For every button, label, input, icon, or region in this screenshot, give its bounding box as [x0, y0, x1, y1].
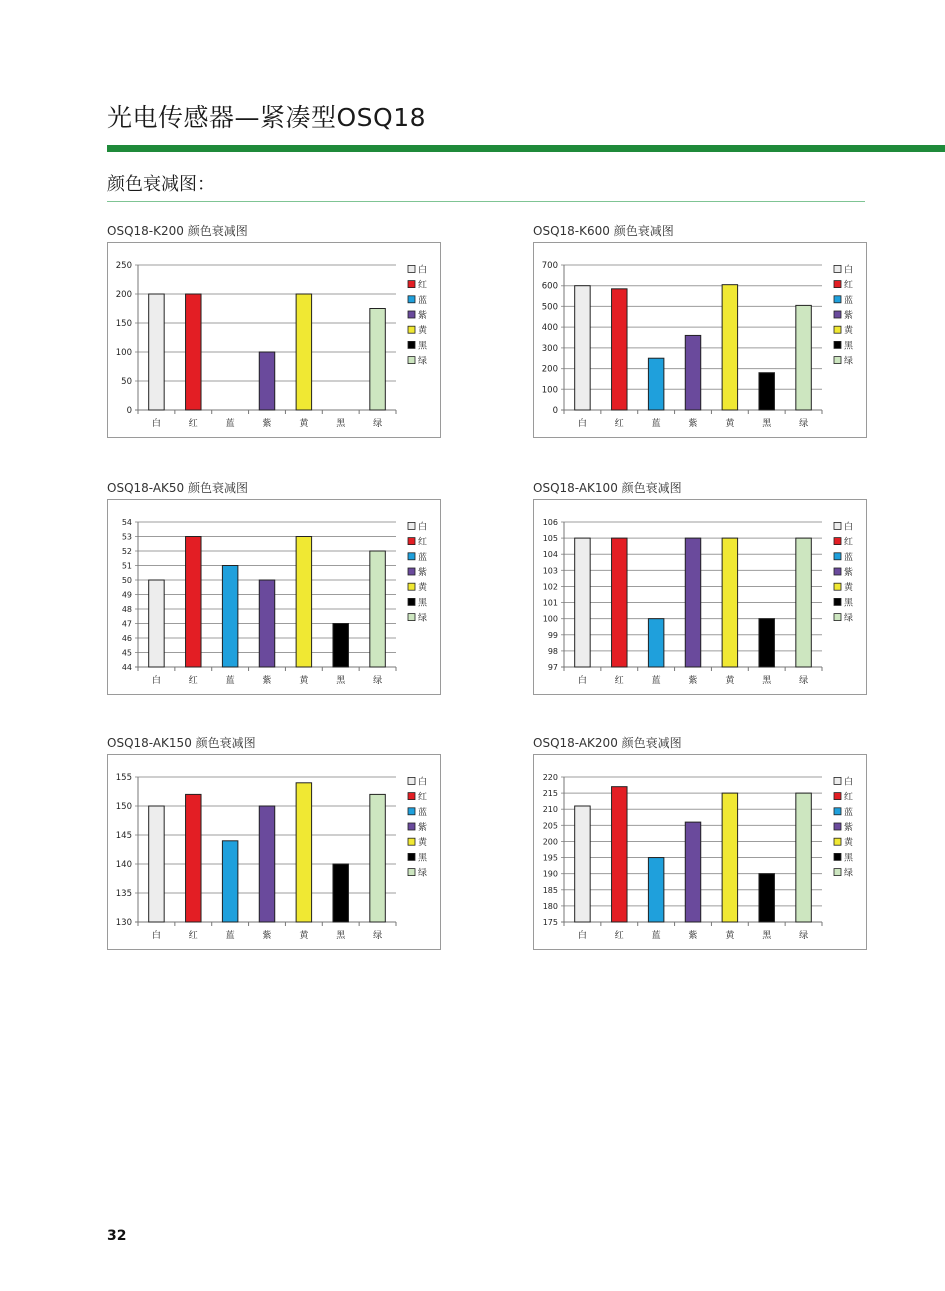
- chart-osq18-k200: [107, 222, 441, 438]
- y-tick-label: 99: [547, 630, 558, 640]
- legend-label: 绿: [418, 356, 428, 367]
- legend-label: 黄: [844, 583, 854, 594]
- bar: [759, 619, 774, 667]
- x-tick-label: 蓝: [225, 931, 235, 941]
- legend-label: 蓝: [844, 295, 854, 306]
- x-tick-label: 黑: [762, 419, 772, 429]
- x-tick-label: 蓝: [225, 419, 235, 429]
- x-tick-label: 白: [577, 931, 587, 941]
- y-tick-label: 100: [542, 614, 558, 624]
- legend-label: 蓝: [844, 807, 854, 818]
- y-tick-label: 180: [542, 901, 558, 911]
- bar: [259, 580, 274, 667]
- y-tick-label: 97: [547, 663, 558, 672]
- chart-title: OSQ18-AK200 颜色衰减图: [533, 736, 682, 750]
- chart-title: OSQ18-K200 颜色衰减图: [107, 224, 248, 238]
- x-tick-label: 白: [151, 931, 161, 941]
- y-tick-label: 106: [542, 518, 558, 527]
- y-tick-label: 49: [121, 590, 132, 600]
- y-tick-label: 50: [121, 576, 132, 585]
- y-tick-label: 210: [542, 805, 558, 815]
- y-tick-label: 175: [542, 918, 558, 927]
- x-tick-label: 绿: [373, 931, 383, 941]
- bar: [186, 294, 201, 410]
- y-tick-label: 195: [542, 853, 558, 863]
- legend-label: 黑: [418, 341, 428, 352]
- y-tick-label: 185: [542, 885, 558, 895]
- legend-swatch: [834, 568, 841, 575]
- legend-swatch: [834, 553, 841, 560]
- y-tick-label: 51: [121, 561, 132, 571]
- legend-swatch: [408, 538, 415, 545]
- x-tick-label: 蓝: [651, 419, 661, 429]
- legend-swatch: [408, 598, 415, 605]
- bar: [370, 794, 385, 922]
- x-tick-label: 蓝: [225, 676, 235, 686]
- legend-swatch: [834, 853, 841, 860]
- bar: [612, 787, 627, 922]
- x-tick-label: 紫: [688, 419, 698, 429]
- y-tick-label: 150: [115, 802, 132, 812]
- chart-svg: [108, 755, 440, 949]
- legend-label: 黄: [844, 838, 854, 849]
- legend-swatch: [834, 522, 841, 529]
- x-tick-label: 红: [614, 419, 624, 429]
- bar: [722, 285, 737, 410]
- bar: [296, 537, 311, 668]
- y-tick-label: 102: [542, 582, 558, 592]
- chart-frame: [533, 754, 867, 950]
- legend-label: 黄: [418, 583, 428, 594]
- legend-swatch: [834, 614, 841, 621]
- y-tick-label: 600: [541, 281, 558, 292]
- legend-label: 绿: [418, 868, 428, 879]
- section-title: 颜色衰减图：: [107, 174, 215, 195]
- legend-label: 白: [844, 777, 854, 788]
- bar: [370, 551, 385, 667]
- x-tick-label: 紫: [262, 676, 272, 686]
- x-tick-label: 绿: [799, 676, 809, 686]
- x-tick-label: 黄: [299, 419, 309, 429]
- chart-title: OSQ18-K600 颜色衰减图: [533, 224, 674, 238]
- y-tick-label: 101: [542, 598, 558, 608]
- legend-swatch: [408, 568, 415, 575]
- page-number: 32: [107, 1228, 127, 1244]
- y-tick-label: 54: [121, 518, 132, 527]
- legend-label: 红: [418, 280, 428, 291]
- legend-label: 绿: [418, 613, 428, 624]
- x-tick-label: 黄: [299, 931, 309, 941]
- x-tick-label: 黄: [725, 419, 735, 429]
- legend-swatch: [408, 357, 415, 364]
- bar: [685, 822, 700, 922]
- y-tick-label: 0: [552, 406, 558, 416]
- legend-swatch: [408, 522, 415, 529]
- bar: [222, 566, 237, 668]
- x-tick-label: 黄: [725, 676, 735, 686]
- x-tick-label: 紫: [688, 676, 698, 686]
- x-tick-label: 红: [188, 676, 198, 686]
- legend-swatch: [408, 553, 415, 560]
- legend-swatch: [834, 296, 841, 303]
- bar: [575, 538, 590, 667]
- legend-label: 黄: [418, 326, 428, 337]
- y-tick-label: 44: [121, 663, 132, 672]
- x-tick-label: 绿: [799, 419, 809, 429]
- legend-label: 红: [844, 537, 854, 548]
- legend-swatch: [834, 326, 841, 333]
- x-tick-label: 黑: [762, 676, 772, 686]
- bar: [722, 538, 737, 667]
- bar: [796, 793, 811, 922]
- x-tick-label: 黑: [762, 931, 772, 941]
- legend-label: 绿: [844, 868, 854, 879]
- x-tick-label: 绿: [373, 676, 383, 686]
- legend-swatch: [408, 281, 415, 288]
- legend-swatch: [834, 869, 841, 876]
- legend-swatch: [408, 311, 415, 318]
- bar: [259, 352, 274, 410]
- bar: [186, 794, 201, 922]
- legend-swatch: [834, 598, 841, 605]
- chart-osq18-ak50: [107, 479, 441, 695]
- y-tick-label: 100: [115, 348, 132, 358]
- legend-label: 蓝: [418, 295, 428, 306]
- bar: [575, 286, 590, 410]
- y-tick-label: 205: [542, 821, 558, 831]
- y-tick-label: 104: [542, 550, 558, 560]
- y-tick-label: 400: [541, 323, 558, 334]
- legend-swatch: [834, 311, 841, 318]
- legend-label: 紫: [844, 823, 854, 833]
- x-tick-label: 红: [614, 931, 624, 941]
- bar: [796, 305, 811, 410]
- legend-label: 白: [418, 265, 428, 276]
- chart-frame: [533, 499, 867, 695]
- bar: [722, 793, 737, 922]
- x-tick-label: 红: [188, 419, 198, 429]
- legend-swatch: [408, 869, 415, 876]
- legend-label: 蓝: [844, 552, 854, 563]
- legend-label: 紫: [844, 311, 854, 321]
- section-divider: [107, 201, 865, 202]
- x-tick-label: 白: [151, 419, 161, 429]
- chart-frame: [107, 499, 441, 695]
- x-tick-label: 黄: [299, 676, 309, 686]
- x-tick-label: 红: [188, 931, 198, 941]
- legend-label: 白: [418, 522, 428, 533]
- legend-swatch: [834, 793, 841, 800]
- bar: [648, 858, 663, 922]
- legend-swatch: [834, 538, 841, 545]
- legend-swatch: [408, 777, 415, 784]
- bar: [333, 624, 348, 668]
- chart-osq18-k600: [533, 222, 867, 438]
- x-tick-label: 紫: [262, 931, 272, 941]
- x-tick-label: 绿: [799, 931, 809, 941]
- legend-label: 蓝: [418, 807, 428, 818]
- bar: [149, 294, 164, 410]
- legend-swatch: [408, 838, 415, 845]
- chart-svg: [534, 500, 866, 694]
- x-tick-label: 绿: [373, 419, 383, 429]
- y-tick-label: 98: [547, 646, 558, 656]
- y-tick-label: 100: [541, 385, 558, 396]
- bar: [612, 289, 627, 410]
- y-tick-label: 200: [541, 364, 558, 375]
- chart-title: OSQ18-AK100 颜色衰减图: [533, 481, 682, 495]
- chart-frame: [107, 754, 441, 950]
- legend-label: 黄: [418, 838, 428, 849]
- chart-frame: [533, 242, 867, 438]
- legend-label: 黑: [418, 598, 428, 609]
- bar: [685, 335, 700, 410]
- y-tick-label: 46: [121, 634, 132, 643]
- chart-svg: [108, 500, 440, 694]
- chart-title: OSQ18-AK150 颜色衰减图: [107, 736, 256, 750]
- y-tick-label: 47: [121, 619, 132, 629]
- chart-osq18-ak200: [533, 734, 867, 950]
- bar: [685, 538, 700, 667]
- y-tick-label: 200: [542, 837, 558, 847]
- y-tick-label: 0: [126, 406, 132, 416]
- chart-svg: [108, 243, 440, 437]
- bar: [370, 309, 385, 411]
- bar: [149, 806, 164, 922]
- legend-label: 紫: [418, 823, 428, 833]
- bar: [759, 874, 774, 922]
- legend-label: 红: [844, 792, 854, 803]
- bar: [149, 580, 164, 667]
- y-tick-label: 105: [542, 534, 558, 544]
- legend-swatch: [834, 838, 841, 845]
- x-tick-label: 蓝: [651, 931, 661, 941]
- y-tick-label: 45: [121, 648, 132, 658]
- legend-swatch: [834, 777, 841, 784]
- legend-label: 红: [418, 537, 428, 548]
- y-tick-label: 220: [542, 773, 558, 782]
- y-tick-label: 53: [121, 532, 132, 542]
- x-tick-label: 紫: [688, 931, 698, 941]
- x-tick-label: 白: [151, 676, 161, 686]
- legend-swatch: [834, 281, 841, 288]
- legend-swatch: [834, 808, 841, 815]
- y-tick-label: 140: [115, 860, 132, 870]
- legend-label: 白: [418, 777, 428, 788]
- legend-swatch: [408, 326, 415, 333]
- x-tick-label: 黄: [725, 931, 735, 941]
- legend-label: 绿: [844, 613, 854, 624]
- legend-label: 黑: [844, 853, 854, 864]
- bar: [333, 864, 348, 922]
- title-accent-bar: [107, 145, 945, 152]
- y-tick-label: 215: [542, 789, 558, 799]
- bar: [648, 358, 663, 410]
- legend-label: 红: [844, 280, 854, 291]
- bar: [612, 538, 627, 667]
- legend-swatch: [408, 808, 415, 815]
- legend-label: 红: [418, 792, 428, 803]
- legend-swatch: [408, 296, 415, 303]
- x-tick-label: 白: [577, 419, 587, 429]
- y-tick-label: 130: [115, 918, 132, 928]
- x-tick-label: 白: [577, 676, 587, 686]
- legend-swatch: [408, 853, 415, 860]
- bar: [796, 538, 811, 667]
- bar: [186, 537, 201, 668]
- legend-label: 紫: [418, 311, 428, 321]
- legend-label: 蓝: [418, 552, 428, 563]
- y-tick-label: 135: [115, 889, 132, 899]
- y-tick-label: 50: [121, 377, 132, 387]
- y-tick-label: 300: [541, 343, 558, 354]
- legend-swatch: [834, 341, 841, 348]
- legend-swatch: [408, 793, 415, 800]
- y-tick-label: 52: [121, 547, 132, 556]
- x-tick-label: 黑: [336, 676, 346, 686]
- bar: [296, 294, 311, 410]
- y-tick-label: 150: [115, 319, 132, 329]
- bar: [222, 841, 237, 922]
- legend-swatch: [408, 265, 415, 272]
- y-tick-label: 103: [542, 566, 558, 576]
- legend-swatch: [408, 583, 415, 590]
- legend-label: 紫: [844, 568, 854, 578]
- bar: [648, 619, 663, 667]
- legend-label: 白: [844, 265, 854, 276]
- chart-title: OSQ18-AK50 颜色衰减图: [107, 481, 249, 495]
- legend-label: 黑: [418, 853, 428, 864]
- x-tick-label: 紫: [262, 419, 272, 429]
- y-tick-label: 700: [541, 261, 558, 271]
- x-tick-label: 黑: [336, 419, 346, 429]
- y-tick-label: 155: [115, 773, 132, 783]
- x-tick-label: 黑: [336, 931, 346, 941]
- bar: [296, 783, 311, 922]
- x-tick-label: 红: [614, 676, 624, 686]
- bar: [759, 373, 774, 410]
- legend-label: 紫: [418, 568, 428, 578]
- chart-svg: [534, 243, 866, 437]
- legend-label: 黄: [844, 326, 854, 337]
- x-tick-label: 蓝: [651, 676, 661, 686]
- y-tick-label: 48: [121, 605, 132, 614]
- bar: [259, 806, 274, 922]
- legend-swatch: [834, 583, 841, 590]
- legend-swatch: [834, 265, 841, 272]
- legend-swatch: [834, 823, 841, 830]
- chart-osq18-ak100: [533, 479, 867, 695]
- legend-label: 绿: [844, 356, 854, 367]
- chart-svg: [534, 755, 866, 949]
- legend-label: 白: [844, 522, 854, 533]
- y-tick-label: 145: [115, 831, 132, 841]
- chart-frame: [107, 242, 441, 438]
- y-tick-label: 500: [541, 302, 558, 313]
- chart-osq18-ak150: [107, 734, 441, 950]
- legend-swatch: [408, 823, 415, 830]
- page-title: 光电传感器—紧凑型OSQ18: [107, 103, 427, 132]
- y-tick-label: 200: [115, 290, 132, 300]
- legend-label: 黑: [844, 598, 854, 609]
- y-tick-label: 190: [542, 869, 558, 879]
- bar: [575, 806, 590, 922]
- legend-swatch: [408, 614, 415, 621]
- legend-swatch: [834, 357, 841, 364]
- legend-swatch: [408, 341, 415, 348]
- legend-label: 黑: [844, 341, 854, 352]
- y-tick-label: 250: [115, 261, 132, 271]
